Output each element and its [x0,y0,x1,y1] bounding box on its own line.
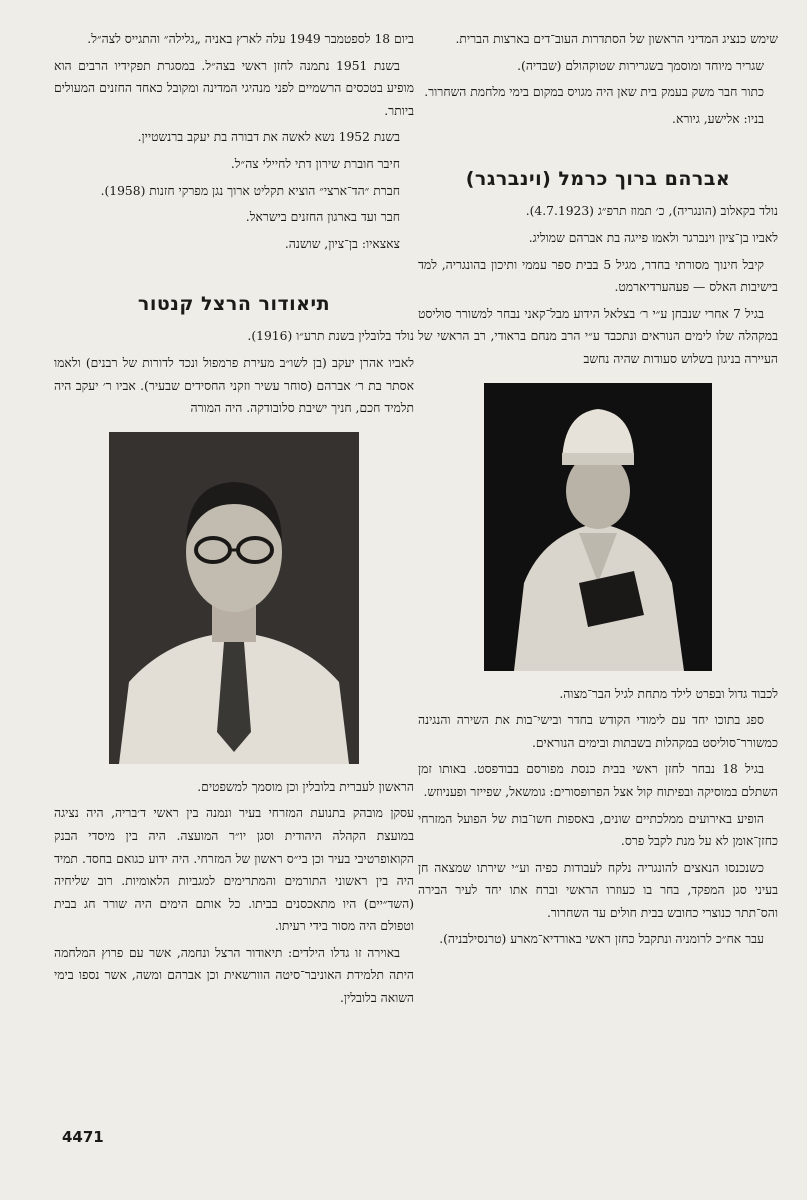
right-para-2: לאביו בן־ציון וינברגר ולאמו פייגה בת אברהם שמוליג. [528,230,778,245]
right-para-1: נולד בקאלוב (הונגריה), כ׳ תמוז תרפ״ג (4.7.1923). [525,204,778,219]
left-para-5: באוירה זו גדלו הילדים: תיאודור הרצל ונחמה, אשר עם פרוץ המלחמה היתה תלמידת האוניבר־סיטה הוורשאית וכן אברהם ומשה, אשר נספו בימי השואה בלובלין. [54,945,414,1006]
left-intro-para-5: חברת ״הד־ארצי״ הוציא תקליט ארוך נגן מפרקי חזנות (1958). [100,183,400,198]
left-para-2: לאביו אהרן יעקב (בן לשו״ב מעירת פרמפול ונכד לדורות של רבנים) ולאמו אסתר בת ר׳ אברהם (סוחר עשיר וזקני החסידים שבעיר). אביו ר׳ יעקב היה תלמיד חכם, חניך ישיבת סלובודקה. היה המורה [54,355,414,416]
left-intro-para-4: חיבר חוברת שירון דתי לחיילי צה״ל. [230,156,400,171]
right-para-4: בגיל 7 אחרי שנבחן ע״י ר׳ בצלאל הידוע מבל־קאני נבחר למשורר סוליסט במקהלה שלו לימים הנוראים ונתכבד ע״י הרב מנחם בראודי, רב הראשי של העיירה בניגון בשלוש סעודות שהיה נחשב [418,306,778,366]
right-para-5: לכבוד גדול ובפרט לילד מתחת לגיל הבר־מצוה. [559,686,778,701]
right-intro-para-1: שימש כנציג המדיני הראשון של הסתדרות העוב־דים בארצות הברית. [455,32,778,46]
page-number: 4471 [62,1128,104,1146]
cantor-robe-portrait [484,383,712,671]
left-para-3: הראשון לעברית בלובלין וכן מוסמך למשפטים. [197,779,414,794]
left-para-1: נולד בלובלין בשנת תרע״ו (1916). [247,329,414,344]
left-intro-para-3: בשנת 1952 נשא לאשה את דבורה בת יעקב ברנשטיין. [137,130,400,145]
left-intro-para-2: בשנת 1951 נתמנה לחזן ראשי בצה״ל. במסגרת תפקידיו הרבים הוא מופיע בטכסים הרשמיים לפני מנהיגי המדינה ומקובל כאחד החזנים המעולים ביותר. [54,58,414,118]
right-para-6: ספג בתוכו יחד עם לימודי הקודש בחדר ובישי־בות את השירה והנגינה כמשורר־סוליסט במקהלות בשבתות ובימים הנוראים. [418,713,778,750]
right-para-3: קיבל חינוך מסורתי בחדר, מגיל 5 בבית ספר עממי ותיכון בהונגריה, למד בישיבות האלס — פעהערדיארמט. [418,257,778,295]
portrait-photo-carmel [484,383,712,671]
left-intro-para-7: צאצאיו: בן־ציון, שושנה. [284,236,400,251]
right-para-7: בגיל 18 נבחר לחזן ראשי בבית כנסת מפורסם בבודפסט. באותו זמן השתלם במוסיקה ובפיתוח קול אצל הפרופסורים: גומשאל, שפייזר ופעניוזש. [418,762,778,799]
right-intro-para-2: שגריר מיוחד ומוסמך בשגרירות שטוקהולם (שבדיה). [517,58,764,73]
man-with-glasses-portrait [109,432,359,764]
left-intro-para-1: ביום 18 לספטמבר 1949 עלה לארץ באניה „גלילה״ והתגייס לצה״ל. [87,32,414,46]
right-intro-para-4: בניו: אלישע, גיורא. [672,111,764,126]
right-para-10: עבר אח״כ לרומניה ונתקבל כחזן ראשי באורדיא־מארע (טרנסילבניה). [439,932,764,947]
left-para-4: עסקן מובהק בתנועת המזרחי בעיר ונמנה בין ראשי ד׳בריה, היה נציגה במועצת הקהלה היהודית וסגן יו״ר המועצה. היה בין מיסדי הבנק הקואופרטיבי בעיר וכן בי״ס ראשון של המזרחי. היה ידוע כגואם בחסד. תמיד היה בין ראשוני התורמים והמתרימים למגביות הלאומיות. רוב שליחיה (השד״יים) היו מתאכסנים בביתו. כל אותם הימים היה שורר חג בבית וטפולם היה מסור בידי רעיתו. [54,806,414,934]
right-column [418,28,778,955]
portrait-photo-kantor [109,432,359,764]
right-para-8: הופיע באירועים ממלכתיים שונים, באספות חשו־בות של הפועל המזרחי כחזן־אומן לא על מנת לקבל פרס. [418,811,778,849]
left-intro-para-6: חבר ועד בארגון החזנים בישראל. [245,210,400,225]
left-column [54,28,414,1014]
entry-title-carmel: אברהם ברוך כרמל (וינברגר) [465,168,731,191]
entry-title-kantor: תיאודור הרצל קנטור [137,293,331,316]
right-para-9: כשנכנסו הנאצים להונגריה נלקח לעבודות כפיה וע״י שירתו שמצאה חן בעיני סגן המפקד, בחר בו כעוזרו הראשי וברח אתו יחד לעיר הבירה והס־תתר כנוצרי כחובש בבית חולים עד השחרור. [418,860,778,920]
right-intro-para-3: כתור חבר משק בעמק בית שאן היה מגויס במקום בימי מלחמת השחרור. [424,85,764,100]
